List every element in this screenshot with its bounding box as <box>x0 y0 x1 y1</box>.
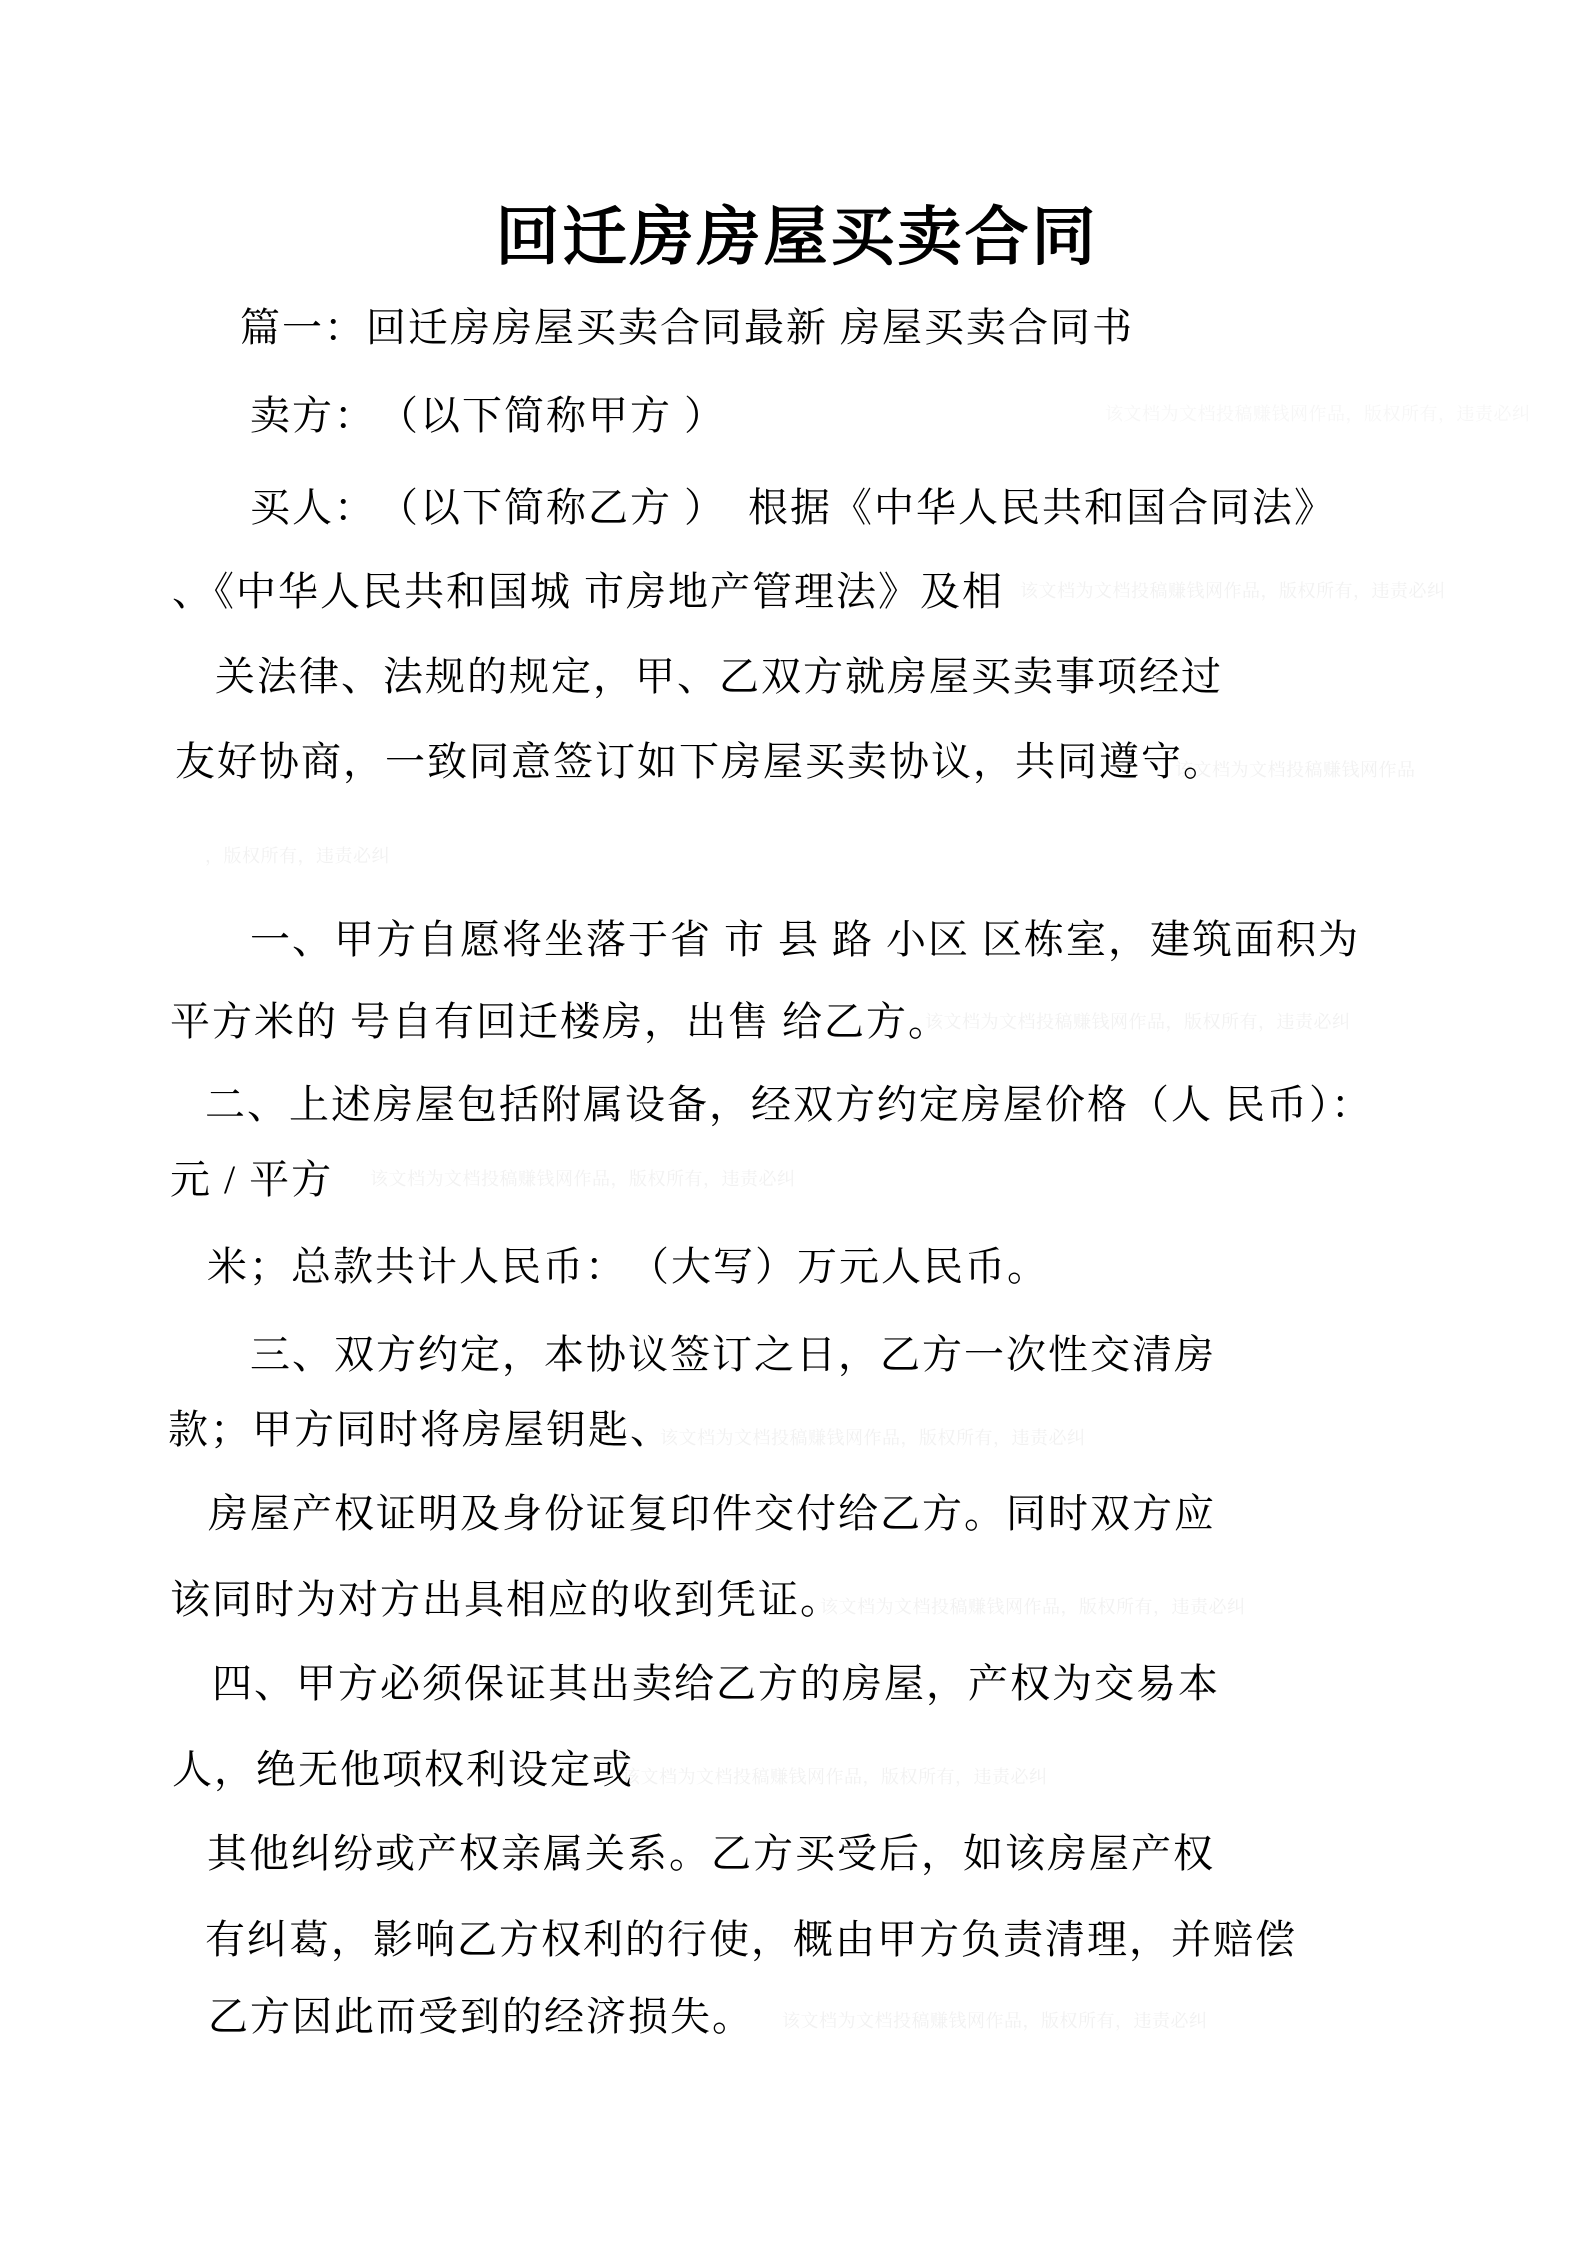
body-line: 篇一：回迁房房屋买卖合同最新 房屋买卖合同书 <box>240 305 1134 350</box>
body-line: 人，绝无他项权利设定或 <box>172 1747 634 1792</box>
body-line: 房屋产权证明及身份证复印件交付给乙方。同时双方应 <box>208 1491 1216 1536</box>
copyright-watermark: 该文档为文档投稿赚钱网作品，版权所有，违责必纠 <box>622 1767 1048 1787</box>
body-line: 乙方因此而受到的经济损失。 <box>208 1994 754 2039</box>
body-line: 四、甲方必须保证其出卖给乙方的房屋，产权为交易本 <box>212 1661 1220 1706</box>
body-line: 买人： （以下简称乙方 ） 根据《中华人民共和国合同法》 <box>250 485 1336 530</box>
body-line: 二、上述房屋包括附属设备，经双方约定房屋价格（人 民币）： <box>205 1082 1373 1127</box>
copyright-watermark: 该文档为文档投稿赚钱网作品，版权所有，违责必纠 <box>1020 581 1446 601</box>
body-line: 友好协商，一致同意签订如下房屋买卖协议，共同遵守。 <box>175 739 1225 784</box>
document-title: 回迁房房屋买卖合同 <box>495 201 1099 273</box>
body-line: 卖方： （以下简称甲方 ） <box>250 393 726 438</box>
body-line: 该同时为对方出具相应的收到凭证。 <box>170 1577 842 1622</box>
body-line: 一、甲方自愿将坐落于省 市 县 路 小区 区栋室，建筑面积为 <box>250 917 1360 962</box>
body-line: 三、双方约定，本协议签订之日，乙方一次性交清房 <box>250 1332 1216 1377</box>
body-line: 米；总款共计人民币： （大写）万元人民币。 <box>207 1244 1049 1289</box>
copyright-watermark: 该文档为文档投稿赚钱网作品，版权所有，违责必纠 <box>820 1597 1246 1617</box>
body-line: 、《中华人民共和国城 市房地产管理法》及相 <box>172 569 1004 614</box>
body-line: 元 / 平方 <box>170 1157 334 1202</box>
copyright-watermark: 该文档为文档投稿赚钱网作品 <box>1175 760 1416 780</box>
body-line: 有纠葛，影响乙方权利的行使，概由甲方负责清理，并赔偿 <box>205 1917 1297 1962</box>
body-line: 其他纠纷或产权亲属关系。乙方买受后，如该房屋产权 <box>207 1831 1215 1876</box>
copyright-watermark: ，版权所有，违责必纠 <box>205 846 390 866</box>
copyright-watermark: 该文档为文档投稿赚钱网作品，版权所有，违责必纠 <box>370 1169 796 1189</box>
copyright-watermark: 该文档为文档投稿赚钱网作品，版权所有，违责必纠 <box>660 1428 1086 1448</box>
body-line: 平方米的 号自有回迁楼房，出售 给乙方。 <box>170 999 950 1044</box>
copyright-watermark: 该文档为文档投稿赚钱网作品，版权所有，违责必纠 <box>782 2011 1208 2031</box>
copyright-watermark: 该文档为文档投稿赚钱网作品，版权所有，违责必纠 <box>925 1012 1351 1032</box>
copyright-watermark: 该文档为文档投稿赚钱网作品，版权所有，违责必纠 <box>1105 404 1531 424</box>
body-line: 款；甲方同时将房屋钥匙、 <box>168 1407 672 1452</box>
body-line: 关法律、法规的规定，甲、乙双方就房屋买卖事项经过 <box>215 654 1223 699</box>
